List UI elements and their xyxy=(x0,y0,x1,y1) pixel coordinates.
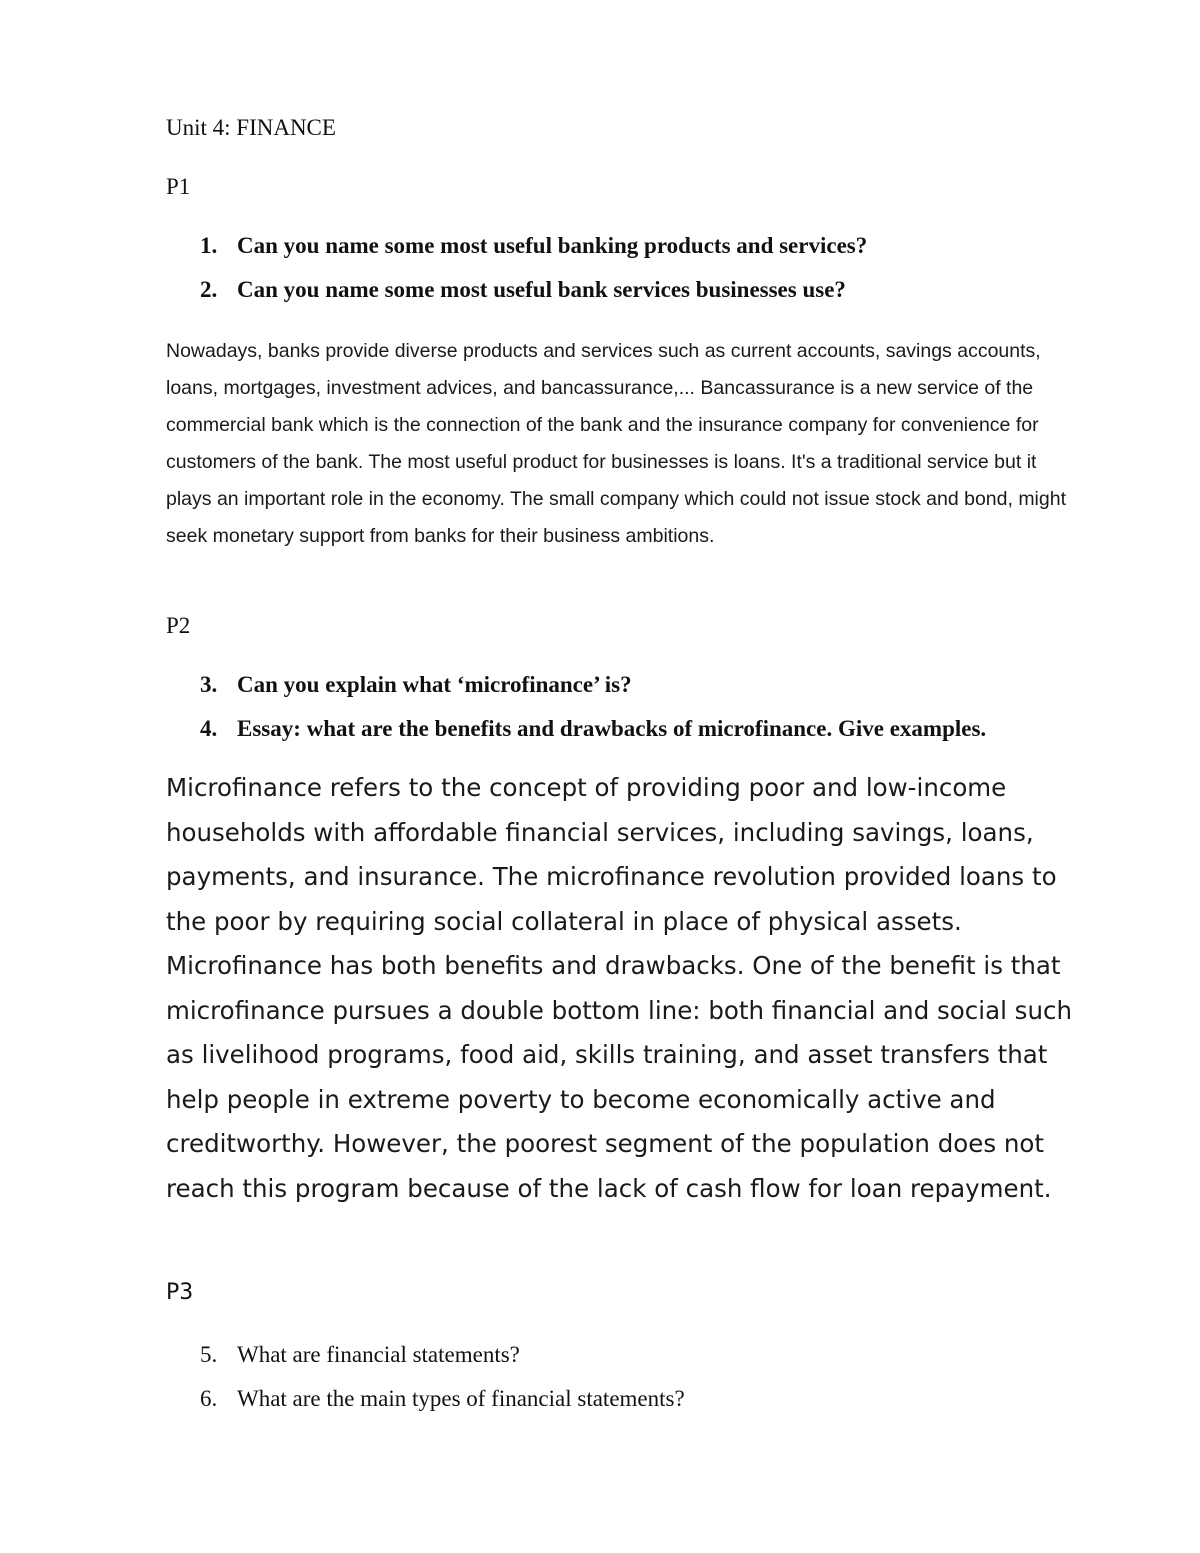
question-text: Essay: what are the benefits and drawbacks of microfinance. Give examples. xyxy=(237,716,987,741)
question-6 xyxy=(200,1384,1100,1414)
question-number: 5. xyxy=(200,1342,218,1367)
section-label-p2: P2 xyxy=(166,613,191,638)
question-number: 1. xyxy=(200,233,218,258)
question-3 xyxy=(200,670,1100,700)
question-text: Can you name some most useful bank services businesses use? xyxy=(237,277,846,302)
question-text: Can you explain what ‘microfinance’ is? xyxy=(237,672,632,697)
question-1 xyxy=(200,231,1100,261)
question-text: What are financial statements? xyxy=(237,1342,520,1367)
document-title: Unit 4: FINANCE xyxy=(166,115,336,140)
question-number: 4. xyxy=(200,716,218,741)
question-2 xyxy=(200,275,1100,305)
question-number: 6. xyxy=(200,1386,218,1411)
section-label-p1: P1 xyxy=(166,174,191,199)
question-text: What are the main types of financial statements? xyxy=(237,1386,685,1411)
question-number: 2. xyxy=(200,277,218,302)
question-text: Can you name some most useful banking products and services? xyxy=(237,233,868,258)
question-5 xyxy=(200,1340,1100,1370)
section-label-p3: P3 xyxy=(166,1280,194,1305)
answer-paragraph-p2: Microfinance refers to the concept of providing poor and low-income households with affordable financial services, including savings, loans, payments, and insurance. The microfinance revolution provided loans to the poor by requiring social collateral in place of physical assets. Microfinance has both benefits and drawbacks. One of the benefit is that microfinance pursues a double bottom line: both financial and social such as livelihood programs, food aid, skills training, and asset transfers that help people in extreme poverty to become economically active and creditworthy. However, the poorest segment of the population does not reach this program because of the lack of cash flow for loan repayment. xyxy=(166,773,1072,1203)
question-4 xyxy=(200,714,1100,744)
question-number: 3. xyxy=(200,672,218,697)
answer-paragraph-p1: Nowadays, banks provide diverse products and services such as current accounts, savings accounts, loans, mortgages, investment advices, and bancassurance,... Bancassurance is a new service of the commercial bank which is the connection of the bank and the insurance company for convenience for customers of the bank. The most useful product for businesses is loans. It's a traditional service but it plays an important role in the economy. The small company which could not issue stock and bond, might seek monetary support from banks for their business ambitions. xyxy=(166,340,1066,548)
